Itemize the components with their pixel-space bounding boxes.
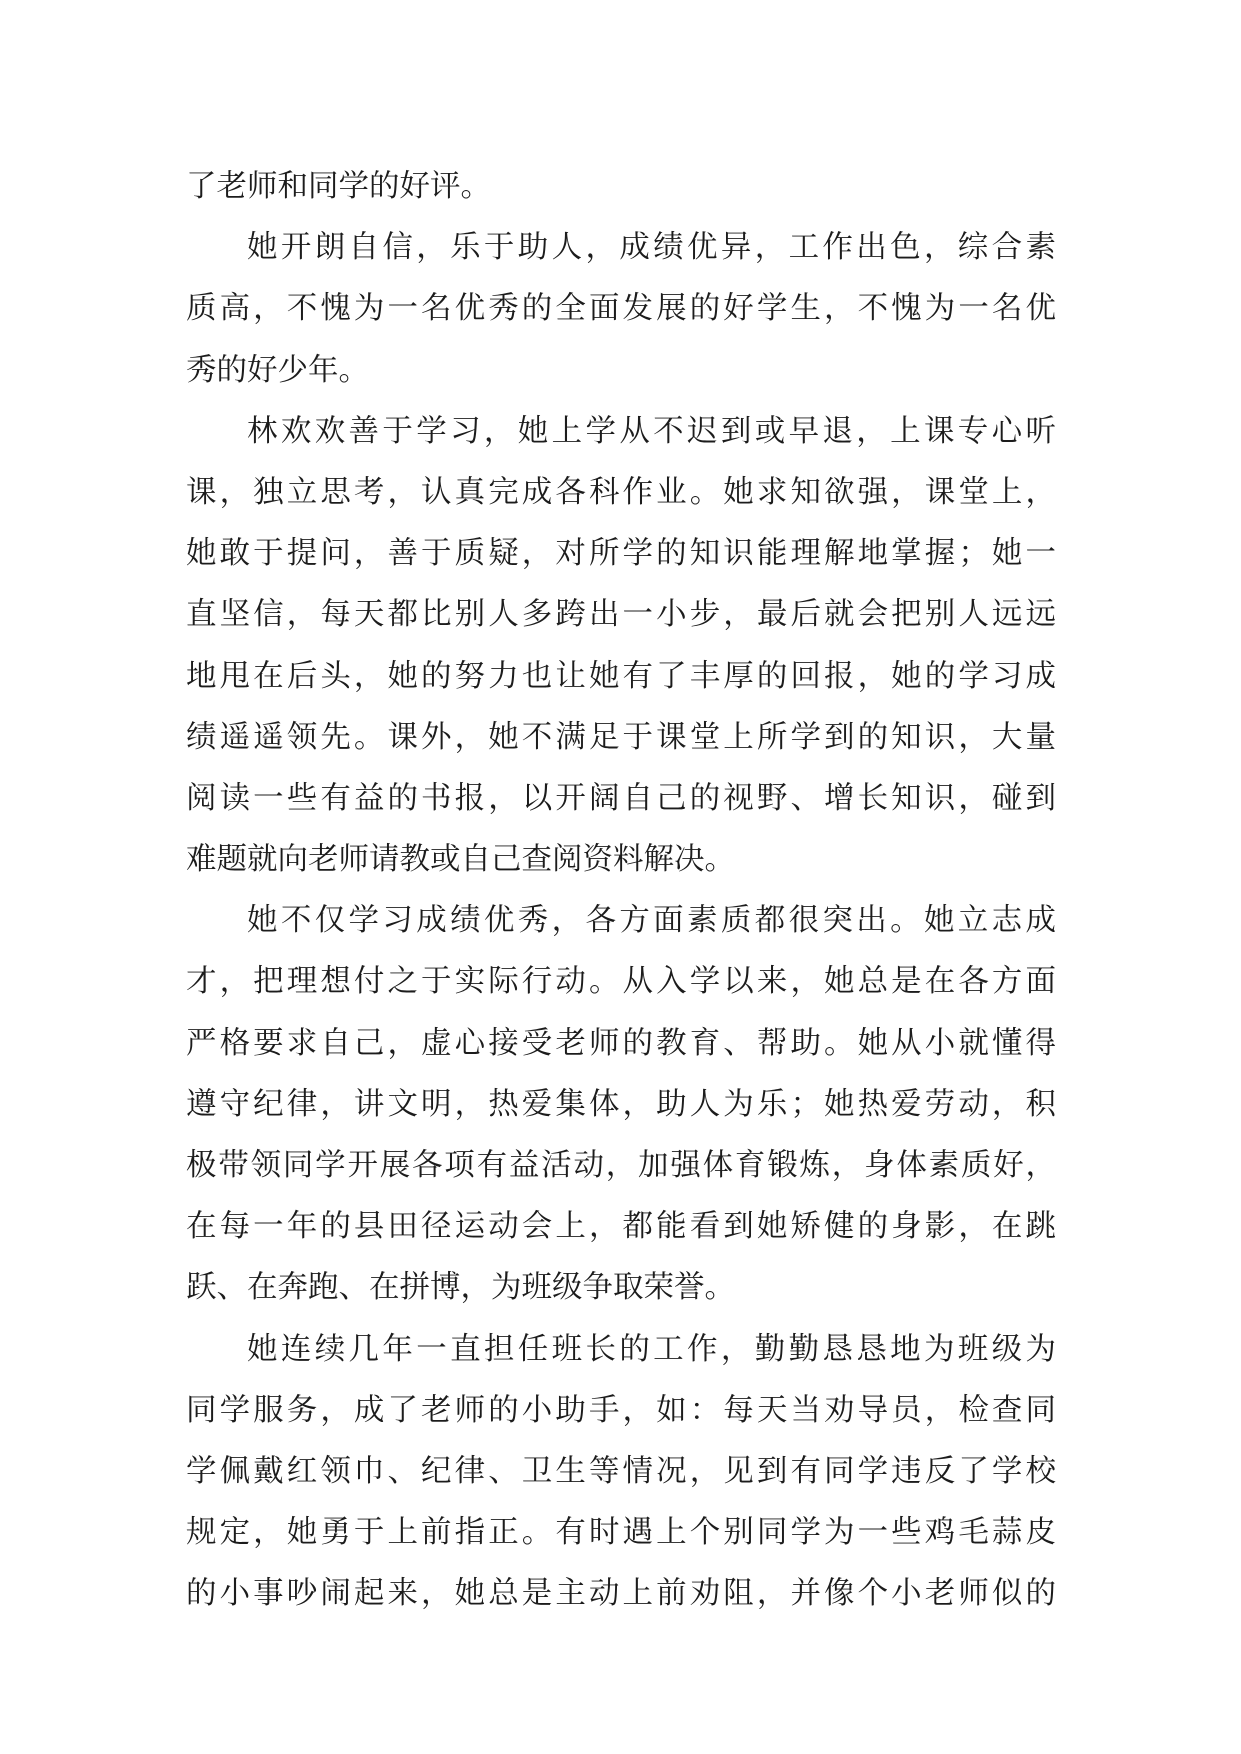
text-line: 课，独立思考，认真完成各科作业。她求知欲强，课堂上，: [186, 474, 1056, 510]
text-line: 难题就向老师请教或自己查阅资料解决。: [186, 842, 735, 878]
text-line: 遵守纪律，讲文明，热爱集体，助人为乐；她热爱劳动，积: [186, 1086, 1056, 1122]
text-line: 才，把理想付之于实际行动。从入学以来，她总是在各方面: [186, 964, 1056, 1000]
paragraph: [186, 217, 1056, 401]
paragraph: [186, 1319, 1056, 1625]
text-line: 她连续几年一直担任班长的工作，勤勤恳恳地为班级为: [247, 1331, 1056, 1367]
text-line: 学佩戴红领巾、纪律、卫生等情况，见到有同学违反了学校: [186, 1453, 1056, 1489]
text-line: 林欢欢善于学习，她上学从不迟到或早退，上课专心听: [247, 413, 1056, 449]
body-text: [186, 156, 1056, 1625]
text-line: 质高，不愧为一名优秀的全面发展的好学生，不愧为一名优: [186, 291, 1056, 327]
text-line: 她开朗自信，乐于助人，成绩优异，工作出色，综合素: [247, 230, 1056, 266]
paragraph: [186, 156, 1056, 217]
text-line: 规定，她勇于上前指正。有时遇上个别同学为一些鸡毛蒜皮: [186, 1515, 1056, 1551]
text-line: 阅读一些有益的书报，以开阔自己的视野、增长知识，碰到: [186, 780, 1056, 816]
text-line: 的小事吵闹起来，她总是主动上前劝阻，并像个小老师似的: [186, 1576, 1056, 1612]
text-line: 极带领同学开展各项有益活动，加强体育锻炼，身体素质好，: [186, 1148, 1056, 1183]
text-line: 直坚信，每天都比别人多跨出一小步，最后就会把别人远远: [186, 597, 1056, 633]
text-line: 跃、在奔跑、在拼博，为班级争取荣誉。: [186, 1270, 735, 1306]
text-line: 她不仅学习成绩优秀，各方面素质都很突出。她立志成: [247, 903, 1056, 939]
text-line: 秀的好少年。: [186, 352, 369, 388]
text-line: 绩遥遥领先。课外，她不满足于课堂上所学到的知识，大量: [186, 719, 1056, 755]
text-line: 她敢于提问，善于质疑，对所学的知识能理解地掌握；她一: [186, 536, 1056, 572]
text-line: 地甩在后头，她的努力也让她有了丰厚的回报，她的学习成: [186, 658, 1056, 694]
text-line: 严格要求自己，虚心接受老师的教育、帮助。她从小就懂得: [186, 1025, 1056, 1061]
text-line: 在每一年的县田径运动会上，都能看到她矫健的身影，在跳: [186, 1209, 1056, 1245]
paragraph: [186, 401, 1056, 891]
text-line: 了老师和同学的好评。: [186, 169, 491, 204]
text-line: 同学服务，成了老师的小助手，如：每天当劝导员，检查同: [186, 1392, 1056, 1428]
paragraph: [186, 890, 1056, 1318]
